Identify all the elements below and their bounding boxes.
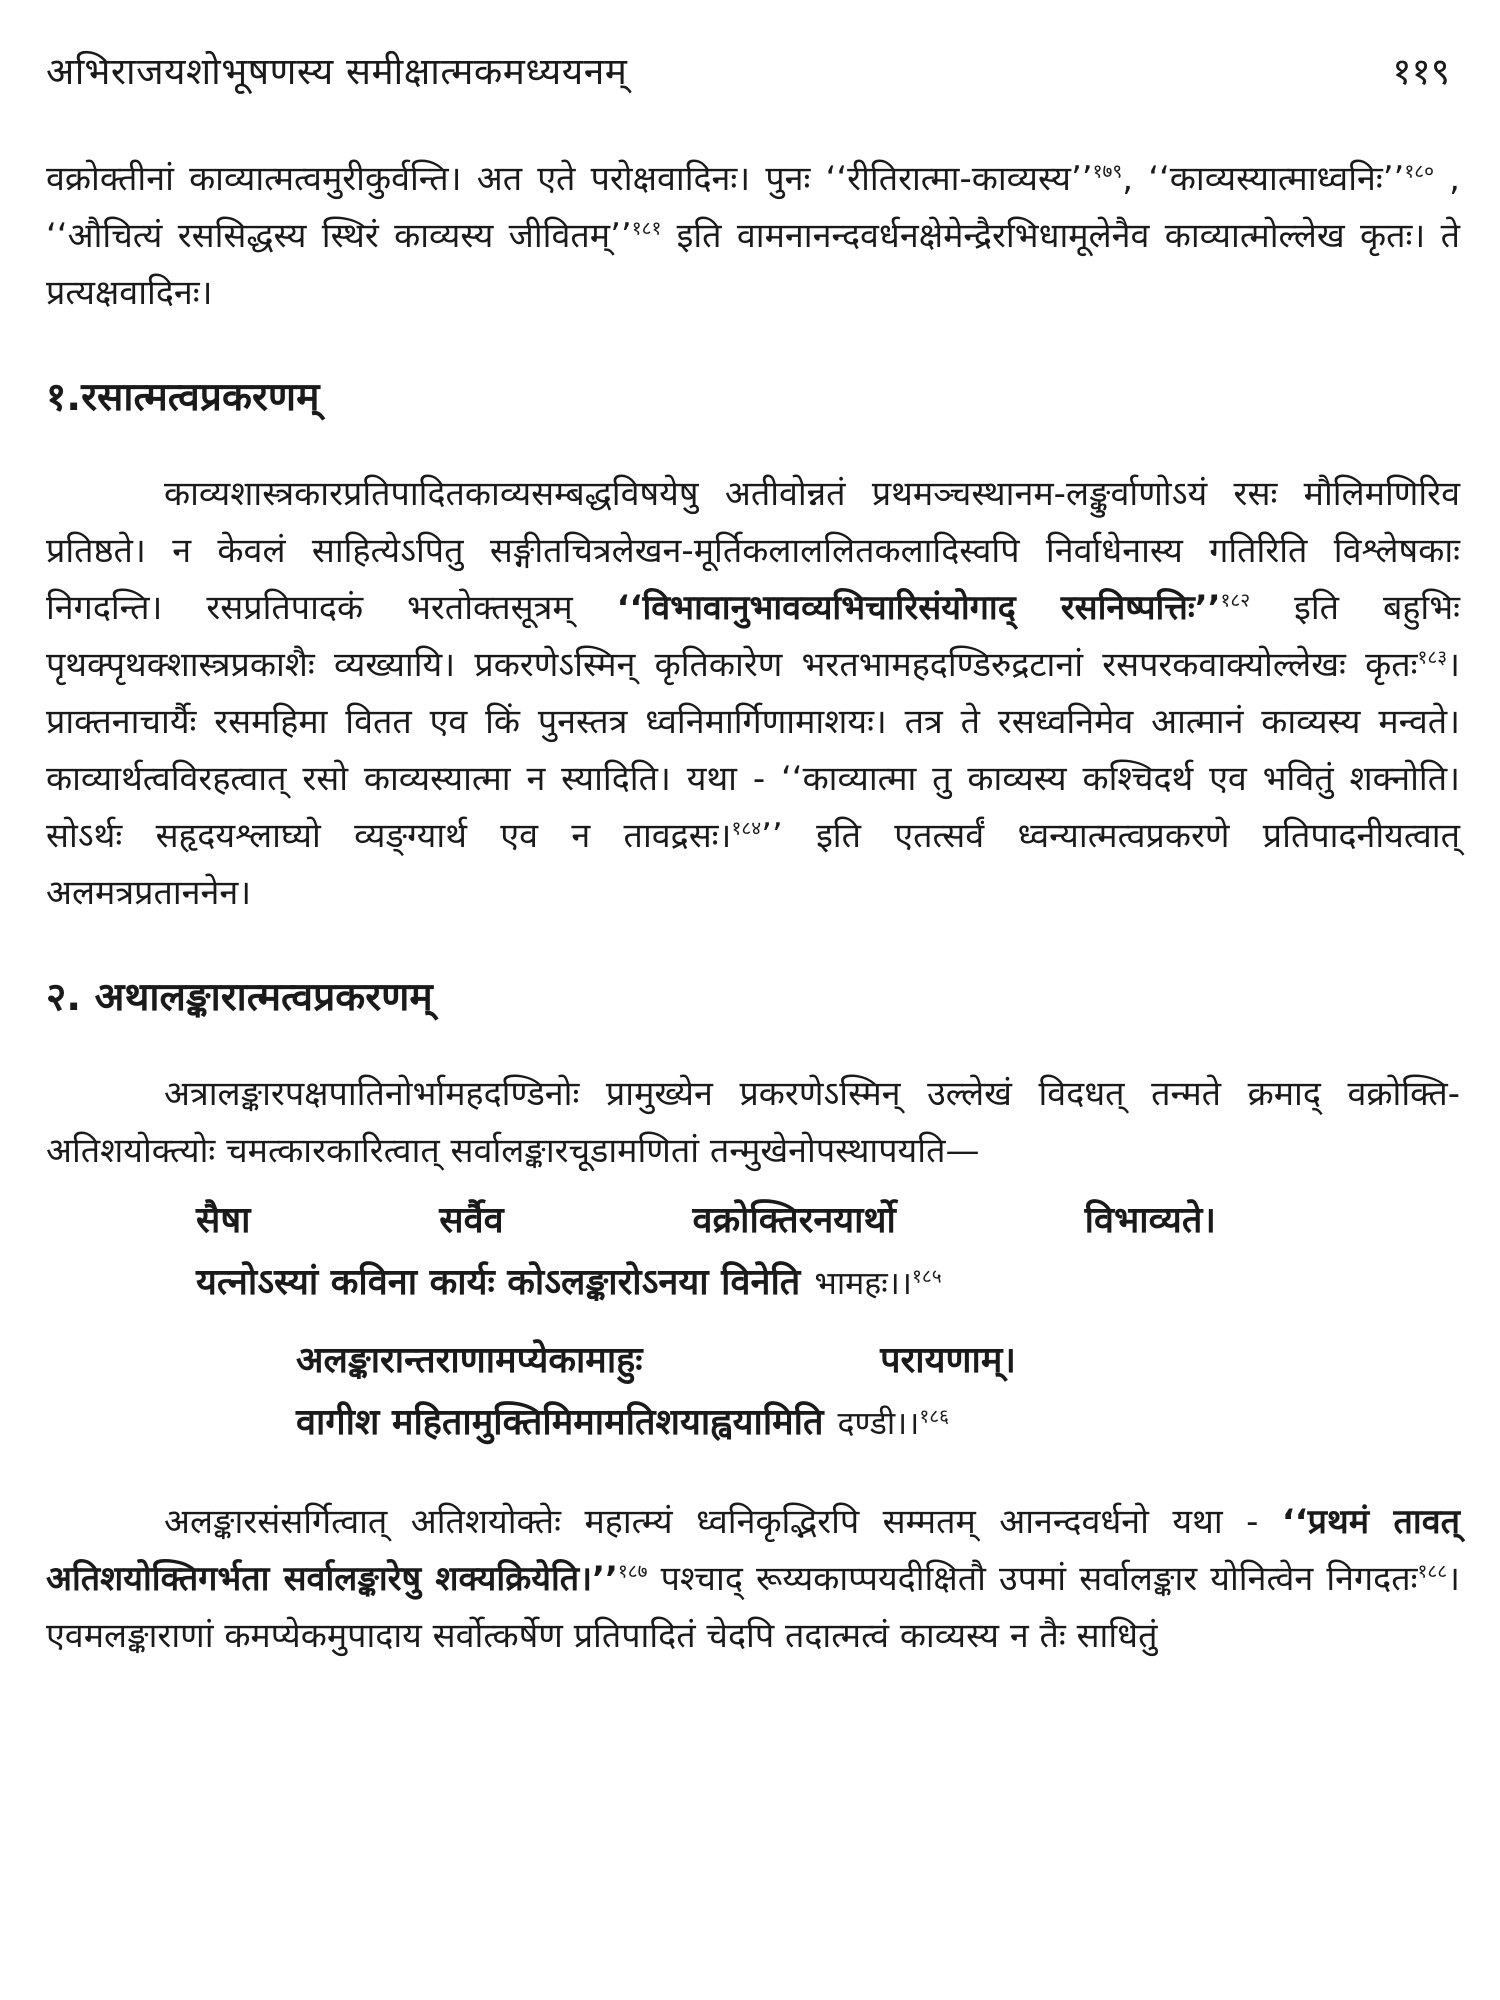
verse-text: वागीश महितामुक्तिमिमामतिशयाह्वयामिति — [296, 1402, 824, 1443]
text: इति बहुभिः पृथक्पृथक्शास्त्रप्रकाशैः व्यख्यायि। प्रकरणेऽस्मिन् कृतिकारेण भरतभामहदण्डिरुद्रटानां रसपरकवाक्योल्लेखः कृतः — [46, 588, 1460, 685]
text: , ‘‘औचित्यं रससिद्धस्य स्थिरं काव्यस्य जीवितम्’’ — [46, 159, 1460, 256]
section-heading-alankara: २. अथालङ्कारात्मत्वप्रकरणम् — [46, 975, 433, 1020]
verse-word: अलङ्कारान्तराणामप्येकामाहुः — [296, 1340, 643, 1381]
paragraph-atishayokti — [46, 1494, 1460, 1665]
verse-line — [196, 1190, 1216, 1252]
text: ’’ इति एतत्सर्वं ध्वन्यात्मत्वप्रकरणे प्रतिपादनीयत्वात् अलमत्रप्रताननेन। — [46, 816, 1460, 913]
section-heading-rasa: १.रसात्मत्वप्रकरणम् — [46, 375, 320, 420]
footnote-ref[interactable]: १८५ — [911, 1265, 942, 1288]
footnote-ref[interactable]: १८३ — [1417, 646, 1448, 669]
quoted-text: ‘‘प्रथमं तावत् अतिशयोक्तिगर्भता सर्वालङ्कारेषु शक्यक्रियेति।’’ — [46, 1502, 1460, 1599]
verse-word: सैषा — [196, 1200, 251, 1241]
text: । एवमलङ्काराणां कमप्येकमुपादाय सर्वोत्कर्षेण प्रतिपादितं चेदपि तदात्मत्वं काव्यस्य न तैः साधितुं — [46, 1559, 1461, 1656]
verse-line — [196, 1252, 1216, 1314]
text: वक्रोक्तीनां काव्यात्मत्वमुरीकुर्वन्ति। अत एते परोक्षवादिनः। पुनः ‘‘रीतिरात्मा-काव्यस्य’’ — [46, 159, 1093, 199]
footnote-ref[interactable]: १८४ — [731, 817, 762, 840]
page-header — [46, 44, 1460, 95]
paragraph-rasa — [46, 466, 1460, 922]
verse-word: सर्वैव — [439, 1200, 504, 1241]
verse-dandi — [296, 1330, 1356, 1454]
page-number: ११९ — [1392, 50, 1450, 93]
paragraph-intro — [46, 151, 1460, 322]
text: इति वामनानन्दवर्धनक्षेमेन्द्रैरभिधामूलेनैव काव्यात्मोल्लेख कृतः। ते प्रत्यक्षवादिनः। — [46, 216, 1460, 313]
author-name: दण्डी।। — [837, 1404, 920, 1442]
verse-bhamaha — [196, 1190, 1216, 1314]
author-name: भामहः।। — [814, 1264, 912, 1302]
footnote-ref[interactable]: १८१ — [631, 217, 662, 240]
verse-line — [296, 1330, 1016, 1392]
verse-attribution — [838, 1392, 950, 1454]
footnote-ref[interactable]: १८८ — [1417, 1560, 1448, 1583]
running-title: अभिराजयशोभूषणस्य समीक्षात्मकमध्ययनम् — [46, 50, 628, 93]
text: पश्चाद् रूय्यकाप्पयदीक्षितौ उपमां सर्वालङ्कार योनित्वेन निगदतः — [647, 1559, 1418, 1599]
text: अलङ्कारसंसर्गित्वात् अतिशयोक्तेः महात्म्यं ध्वनिकृद्भिरपि सम्मतम् आनन्दवर्धनो यथा - — [164, 1502, 1282, 1542]
verse-word: वक्रोक्तिरनयार्थो — [692, 1200, 896, 1241]
footnote-ref[interactable]: १७९ — [1092, 160, 1123, 183]
verse-word: परायणाम्। — [880, 1340, 1016, 1381]
footnote-ref[interactable]: १८६ — [919, 1405, 950, 1428]
footnote-ref[interactable]: १८७ — [617, 1560, 648, 1583]
quoted-sutra: ‘‘विभावानुभावव्यभिचारिसंयोगाद् रसनिष्पत्तिः’’ — [616, 588, 1221, 628]
paragraph-alankara: अत्रालङ्कारपक्षपातिनोर्भामहदण्डिनोः प्रामुख्येन प्रकरणेऽस्मिन् उल्लेखं विदधत् तन्मते क्रमाद् वक्रोक्ति-अतिशयोक्त्योः चमत्कारकारित्वात् सर्वालङ्कारचूडामणितां तन्मुखेनोपस्थापयति— — [46, 1074, 1460, 1171]
verse-line — [296, 1392, 1356, 1454]
text: काव्यशास्त्रकारप्रतिपादितकाव्यसम्बद्धविषयेषु अतीवोन्नतं प्रथमञ्चस्थानम-लङ्कुर्वाणोऽयं रसः मौलिमणिरिव प्रतिष्ठते। न केवलं साहित्येऽपितु सङ्गीतचित्रलेखन-मूर्तिकलाललितकलादिस्वपि निर्वाधेनास्य गतिरिति विश्लेषकाः निगदन्ति। रसप्रतिपादकं भरतोक्तसूत्रम् — [46, 474, 1460, 628]
footnote-ref[interactable]: १८० — [1404, 160, 1435, 183]
verse-text: यत्नोऽस्यां कविना कार्यः कोऽलङ्कारोऽनया विनेति — [196, 1262, 801, 1303]
verse-attribution — [814, 1252, 941, 1314]
text: , ‘‘काव्यस्यात्माध्वनिः’’ — [1122, 159, 1405, 199]
verse-word: विभाव्यते। — [1084, 1200, 1216, 1241]
footnote-ref[interactable]: १८२ — [1220, 589, 1251, 612]
text: । प्राक्तनाचार्यैः रसमहिमा वितत एव किं पुनस्तत्र ध्वनिमार्गिणामाशयः। तत्र ते रसध्वनिमेव आत्मानं काव्यस्य मन्वते। काव्यार्थत्वविरहत्वात् रसो काव्यस्यात्मा न स्यादिति। यथा - ‘‘काव्यात्मा तु काव्यस्य कश्चिदर्थ एव भवितुं शक्नोति। सोऽर्थः सहृदयश्लाघ्यो व्यङ्ग्यार्थ एव न तावद्रसः। — [46, 645, 1460, 856]
